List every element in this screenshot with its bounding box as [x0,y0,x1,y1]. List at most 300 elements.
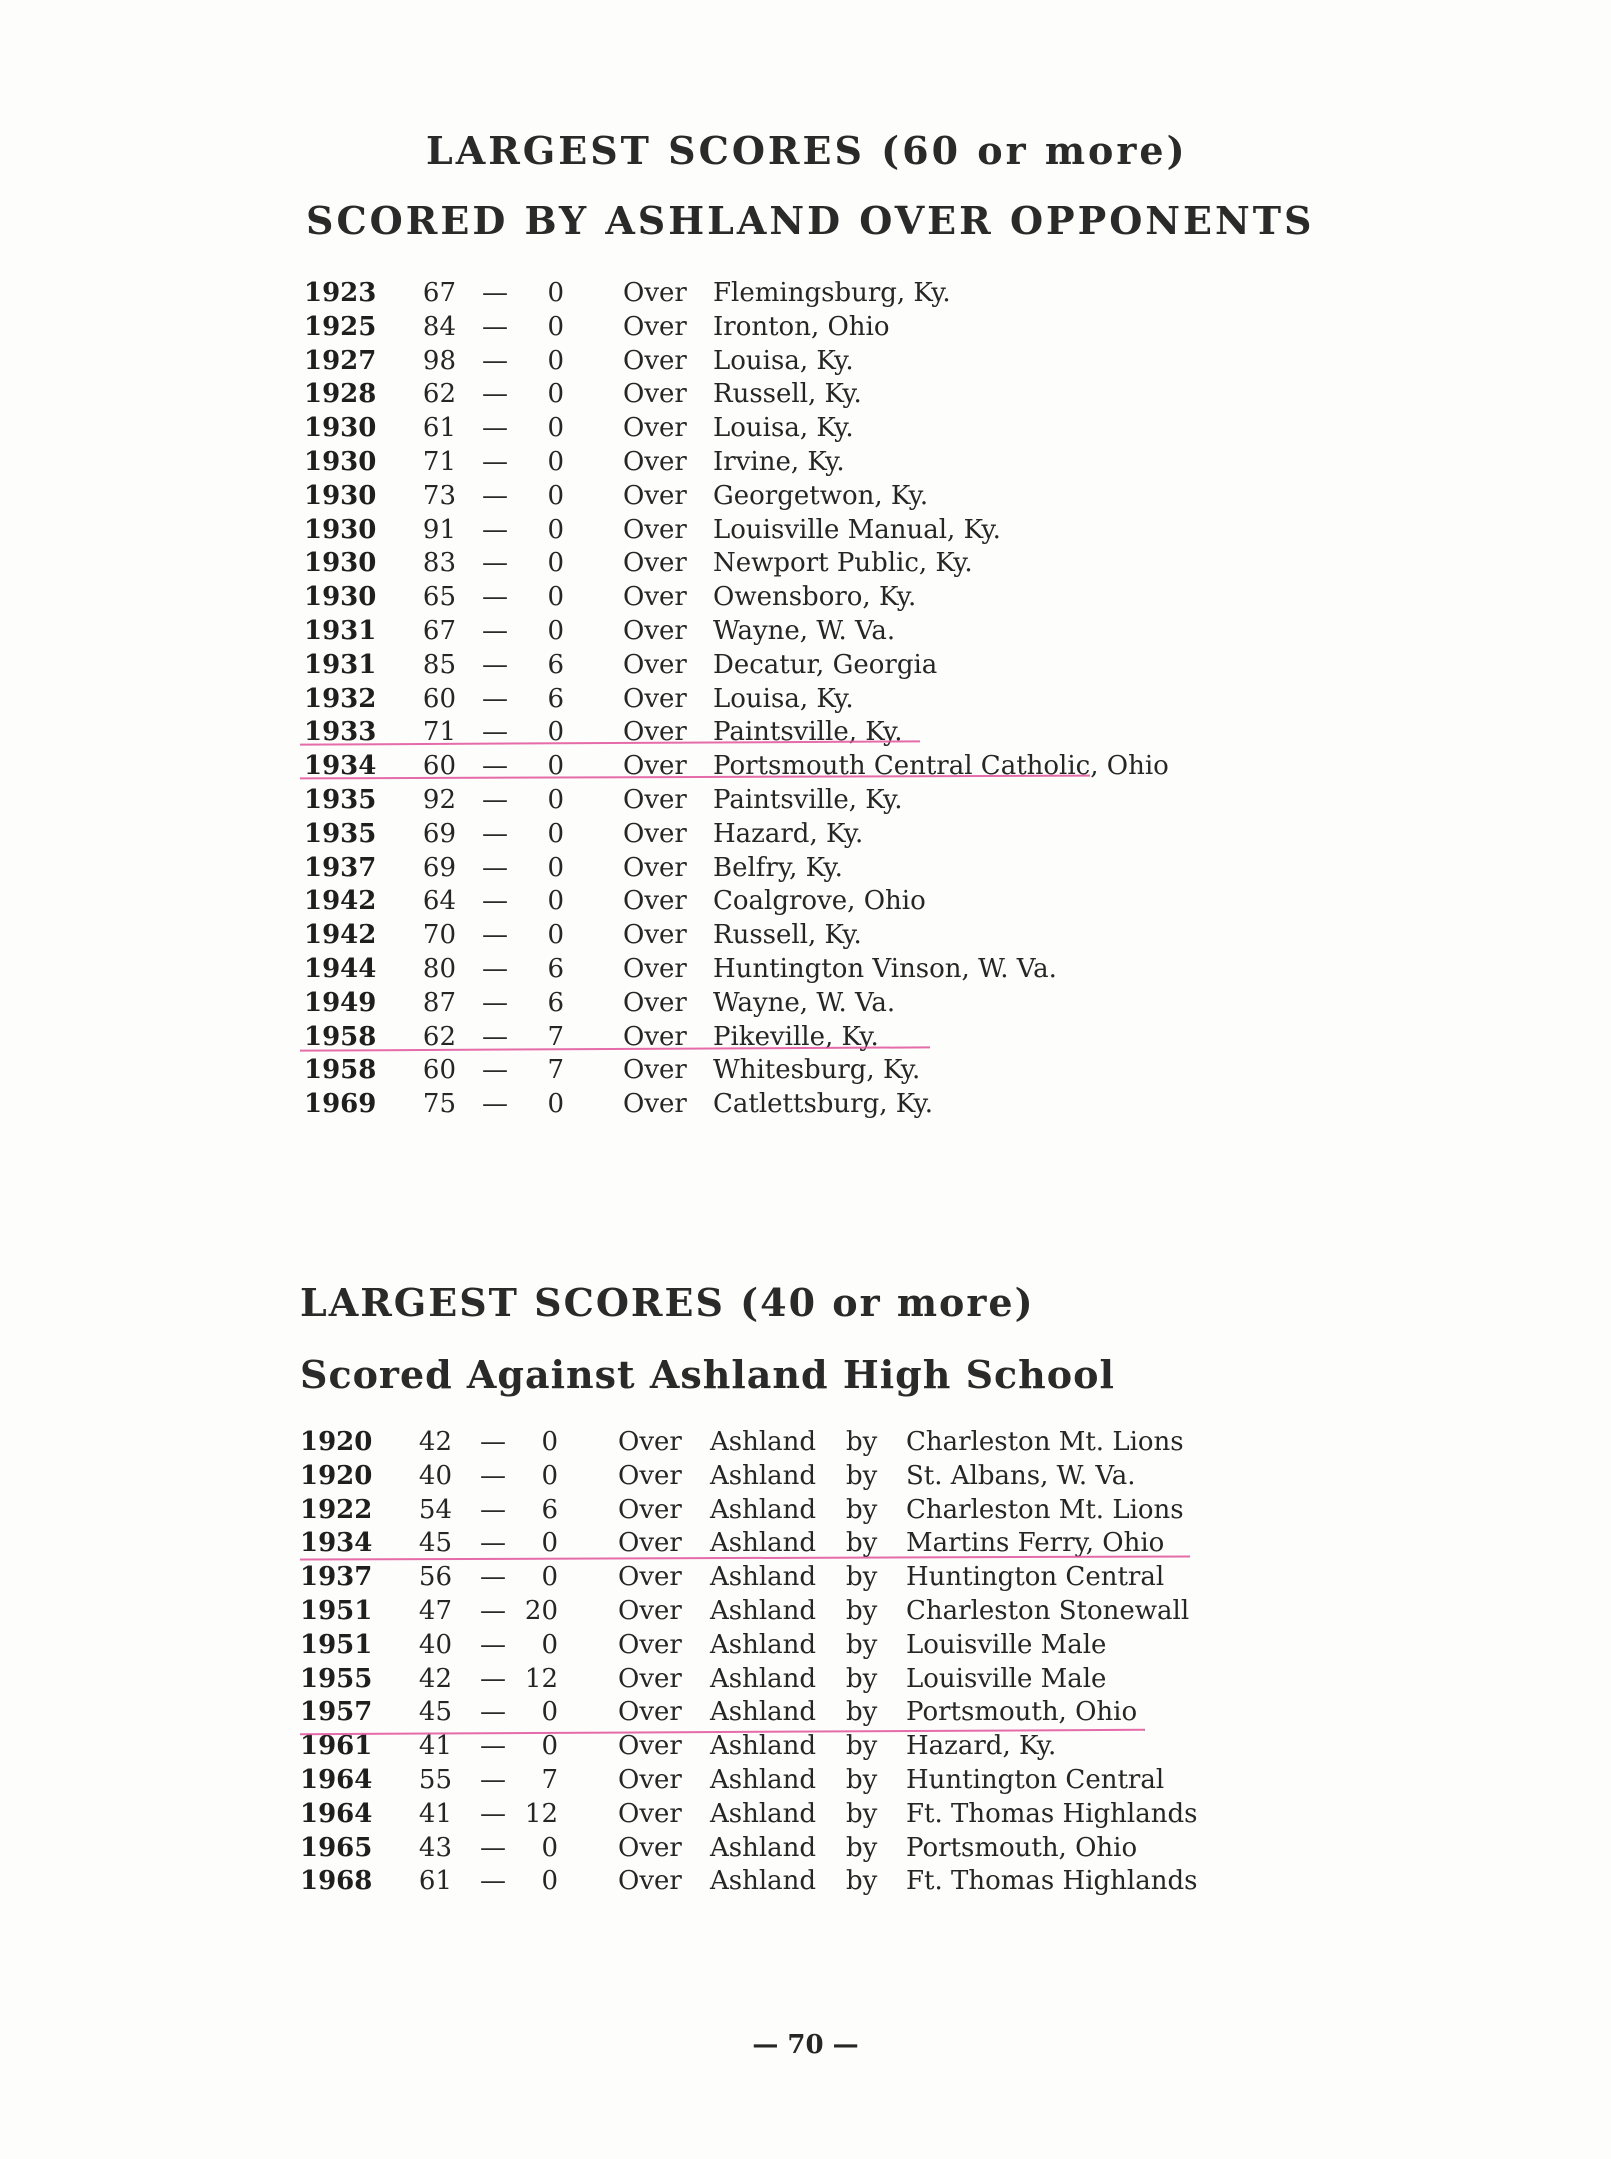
opponent-score-cell: 54 [418,1494,452,1525]
year-cell: 1949 [304,987,377,1018]
ashland-label: Ashland [710,1832,817,1863]
ashland-score-cell: 64 [422,886,456,917]
section2-title-line1: LARGEST SCORES (40 or more) [300,1280,1035,1325]
year-cell: 1951 [300,1629,373,1660]
table-row [0,649,1611,683]
table-row [0,1460,1611,1494]
score-dash: — [482,1055,508,1086]
table-row [0,953,1611,987]
scores-against-ashland-table [0,1426,1611,1899]
ashland-score-cell: 87 [422,987,456,1018]
year-cell: 1925 [304,311,377,342]
score-dash: — [482,953,508,984]
opponent-score-cell: 0 [547,1089,564,1120]
opponent-team-cell: Huntington Central [906,1764,1165,1795]
table-row [0,750,1611,784]
score-dash: — [480,1866,506,1897]
opponent-score-cell: 0 [547,818,564,849]
opponent-score-cell: 0 [547,480,564,511]
opponent-team-cell: Charleston Mt. Lions [906,1494,1184,1525]
opponent-score-cell: 0 [547,446,564,477]
by-label: by [846,1731,878,1762]
score-dash: — [482,852,508,883]
year-cell: 1930 [304,480,377,511]
page-number: — 70 — [752,2030,859,2060]
opponent-team-cell: Portsmouth, Ohio [906,1697,1138,1728]
table-row [0,581,1611,615]
opponent-score-cell: 41 [418,1798,452,1829]
ashland-label: Ashland [710,1562,817,1593]
ashland-label: Ashland [710,1494,817,1525]
year-cell: 1930 [304,514,377,545]
score-dash: — [482,345,508,376]
ashland-label: Ashland [710,1697,817,1728]
table-row [0,784,1611,818]
ashland-score-cell: 71 [422,446,456,477]
opponent-team-cell: Pikeville, Ky. [713,1021,879,1052]
ashland-score-cell: 6 [541,1494,558,1525]
year-cell: 1969 [304,1089,377,1120]
ashland-score-cell: 60 [422,751,456,782]
ashland-score-cell: 65 [422,582,456,613]
by-label: by [846,1832,878,1863]
opponent-team-cell: Owensboro, Ky. [713,582,917,613]
ashland-label: Ashland [710,1764,817,1795]
over-label: Over [623,649,687,680]
table-row [0,1527,1611,1561]
ashland-score-cell: 67 [422,278,456,308]
ashland-score-cell: 62 [422,1021,456,1052]
section1-title-line1: LARGEST SCORES (60 or more) [426,128,1188,173]
over-label: Over [623,818,687,849]
over-label: Over [623,953,687,984]
ashland-score-cell: 20 [524,1595,558,1626]
table-row [0,818,1611,852]
over-label: Over [623,1021,687,1052]
table-row [0,378,1611,412]
table-row [0,987,1611,1021]
table-row [0,852,1611,886]
score-dash: — [482,751,508,782]
year-cell: 1942 [304,920,377,951]
opponent-team-cell: Louisville Male [906,1663,1107,1694]
table-row [0,683,1611,717]
score-dash: — [480,1494,506,1525]
opponent-team-cell: Paintsville, Ky. [713,717,903,748]
opponent-team-cell: Decatur, Georgia [713,649,938,680]
opponent-score-cell: 45 [418,1697,452,1728]
ashland-score-cell: 73 [422,480,456,511]
opponent-score-cell: 55 [418,1764,452,1795]
year-cell: 1964 [300,1798,373,1829]
year-cell: 1957 [300,1697,373,1728]
ashland-score-cell: 91 [422,514,456,545]
opponent-team-cell: Louisa, Ky. [713,683,854,714]
opponent-team-cell: Georgetwon, Ky. [713,480,929,511]
table-row [0,885,1611,919]
ashland-label: Ashland [710,1731,817,1762]
over-label: Over [623,751,687,782]
table-row [0,446,1611,480]
ashland-score-cell: 61 [422,413,456,444]
year-cell: 1961 [300,1731,373,1762]
score-dash: — [480,1798,506,1829]
ashland-label: Ashland [710,1528,817,1559]
opponent-team-cell: Louisa, Ky. [713,345,854,376]
opponent-team-cell: Russell, Ky. [713,379,862,410]
opponent-team-cell: Belfry, Ky. [713,852,843,883]
table-row [0,1832,1611,1866]
score-dash: — [482,920,508,951]
score-dash: — [480,1832,506,1863]
year-cell: 1930 [304,413,377,444]
by-label: by [846,1663,878,1694]
ashland-score-cell: 98 [422,345,456,376]
opponent-team-cell: Whitesburg, Ky. [713,1055,921,1086]
opponent-score-cell: 7 [547,1055,564,1086]
over-label: Over [618,1427,682,1457]
ashland-score-cell: 7 [541,1764,558,1795]
opponent-team-cell: Ft. Thomas Highlands [906,1866,1198,1897]
opponent-score-cell: 40 [418,1460,452,1491]
table-row [0,1798,1611,1832]
table-row [0,919,1611,953]
opponent-team-cell: Hazard, Ky. [906,1731,1057,1762]
opponent-score-cell: 0 [547,379,564,410]
ashland-score-cell: 0 [541,1528,558,1559]
ashland-score-cell: 84 [422,311,456,342]
year-cell: 1931 [304,615,377,646]
over-label: Over [623,717,687,748]
score-dash: — [482,413,508,444]
opponent-score-cell: 6 [547,649,564,680]
year-cell: 1934 [300,1528,373,1559]
year-cell: 1927 [304,345,377,376]
opponent-score-cell: 0 [547,751,564,782]
opponent-score-cell: 0 [547,514,564,545]
score-dash: — [482,886,508,917]
opponent-team-cell: Louisville Male [906,1629,1107,1660]
opponent-team-cell: Wayne, W. Va. [713,615,896,646]
ashland-label: Ashland [710,1427,817,1457]
score-dash: — [480,1427,506,1457]
by-label: by [846,1528,878,1559]
table-row [0,716,1611,750]
table-row [0,412,1611,446]
table-row [0,1561,1611,1595]
over-label: Over [623,852,687,883]
table-row [0,1696,1611,1730]
score-dash: — [480,1460,506,1491]
ashland-score-cell: 12 [524,1663,558,1694]
opponent-team-cell: Portsmouth Central Catholic, Ohio [713,751,1169,782]
by-label: by [846,1697,878,1728]
over-label: Over [618,1629,682,1660]
year-cell: 1942 [304,886,377,917]
year-cell: 1922 [300,1494,373,1525]
ashland-label: Ashland [710,1663,817,1694]
opponent-score-cell: 6 [547,953,564,984]
year-cell: 1932 [304,683,377,714]
ashland-score-cell: 75 [422,1089,456,1120]
by-label: by [846,1427,878,1457]
opponent-score-cell: 42 [418,1663,452,1694]
table-row [0,480,1611,514]
section2-title-line2: Scored Against Ashland High School [300,1352,1115,1397]
over-label: Over [623,379,687,410]
opponent-score-cell: 41 [418,1731,452,1762]
year-cell: 1944 [304,953,377,984]
opponent-team-cell: Newport Public, Ky. [713,548,973,579]
ashland-score-cell: 69 [422,818,456,849]
opponent-team-cell: Charleston Mt. Lions [906,1427,1184,1457]
opponent-score-cell: 0 [547,548,564,579]
year-cell: 1930 [304,582,377,613]
score-dash: — [482,1021,508,1052]
over-label: Over [623,683,687,714]
ashland-score-cell: 0 [541,1697,558,1728]
score-dash: — [482,514,508,545]
score-dash: — [482,987,508,1018]
over-label: Over [623,615,687,646]
opponent-score-cell: 0 [547,852,564,883]
score-dash: — [480,1629,506,1660]
ashland-score-cell: 0 [541,1427,558,1457]
score-dash: — [480,1731,506,1762]
table-row [0,1764,1611,1798]
score-dash: — [482,582,508,613]
opponent-score-cell: 0 [547,784,564,815]
by-label: by [846,1798,878,1829]
table-row [0,1865,1611,1899]
over-label: Over [623,345,687,376]
ashland-score-cell: 0 [541,1832,558,1863]
opponent-team-cell: Ft. Thomas Highlands [906,1798,1198,1829]
table-row [0,1054,1611,1088]
ashland-score-cell: 0 [541,1562,558,1593]
ashland-label: Ashland [710,1866,817,1897]
year-cell: 1955 [300,1663,373,1694]
scores-by-ashland-table [0,277,1611,1122]
opponent-team-cell: Wayne, W. Va. [713,987,896,1018]
opponent-score-cell: 0 [547,311,564,342]
over-label: Over [618,1866,682,1897]
score-dash: — [482,683,508,714]
opponent-team-cell: St. Albans, W. Va. [906,1460,1136,1491]
score-dash: — [480,1764,506,1795]
over-label: Over [623,278,687,308]
section1-title-line2: SCORED BY ASHLAND OVER OPPONENTS [306,198,1315,243]
ashland-score-cell: 67 [422,615,456,646]
year-cell: 1958 [304,1021,377,1052]
ashland-score-cell: 70 [422,920,456,951]
table-row [0,1629,1611,1663]
year-cell: 1920 [300,1460,373,1491]
over-label: Over [618,1798,682,1829]
opponent-team-cell: Catlettsburg, Ky. [713,1089,934,1120]
score-dash: — [482,717,508,748]
over-label: Over [618,1494,682,1525]
score-dash: — [482,278,508,308]
ashland-score-cell: 62 [422,379,456,410]
opponent-team-cell: Louisville Manual, Ky. [713,514,1001,545]
table-row [0,1426,1611,1460]
year-cell: 1951 [300,1595,373,1626]
opponent-team-cell: Coalgrove, Ohio [713,886,926,917]
over-label: Over [618,1595,682,1626]
table-row [0,311,1611,345]
year-cell: 1931 [304,649,377,680]
over-label: Over [623,480,687,511]
opponent-score-cell: 0 [547,582,564,613]
opponent-score-cell: 0 [547,413,564,444]
ashland-score-cell: 0 [541,1629,558,1660]
ashland-score-cell: 0 [541,1731,558,1762]
ashland-score-cell: 60 [422,1055,456,1086]
opponent-score-cell: 6 [547,987,564,1018]
table-row [0,1663,1611,1697]
score-dash: — [482,446,508,477]
ashland-label: Ashland [710,1798,817,1829]
year-cell: 1935 [304,818,377,849]
year-cell: 1968 [300,1866,373,1897]
over-label: Over [623,548,687,579]
table-row [0,1595,1611,1629]
year-cell: 1934 [304,751,377,782]
year-cell: 1933 [304,717,377,748]
opponent-score-cell: 42 [418,1427,452,1457]
opponent-team-cell: Louisa, Ky. [713,413,854,444]
over-label: Over [623,987,687,1018]
score-dash: — [480,1595,506,1626]
over-label: Over [623,413,687,444]
over-label: Over [618,1528,682,1559]
score-dash: — [482,311,508,342]
year-cell: 1930 [304,446,377,477]
opponent-score-cell: 0 [547,920,564,951]
table-row [0,1088,1611,1122]
opponent-score-cell: 0 [547,345,564,376]
over-label: Over [618,1562,682,1593]
over-label: Over [618,1460,682,1491]
opponent-score-cell: 45 [418,1528,452,1559]
over-label: Over [623,582,687,613]
table-row [0,514,1611,548]
opponent-team-cell: Russell, Ky. [713,920,862,951]
opponent-score-cell: 61 [418,1866,452,1897]
score-dash: — [480,1663,506,1694]
over-label: Over [623,311,687,342]
opponent-team-cell: Huntington Vinson, W. Va. [713,953,1057,984]
ashland-score-cell: 71 [422,717,456,748]
by-label: by [846,1629,878,1660]
score-dash: — [482,649,508,680]
ashland-score-cell: 80 [422,953,456,984]
opponent-score-cell: 40 [418,1629,452,1660]
table-row [0,1494,1611,1528]
opponent-team-cell: Portsmouth, Ohio [906,1832,1138,1863]
ashland-score-cell: 0 [541,1460,558,1491]
ashland-score-cell: 69 [422,852,456,883]
year-cell: 1930 [304,548,377,579]
opponent-team-cell: Ironton, Ohio [713,311,890,342]
table-row [0,1730,1611,1764]
year-cell: 1923 [304,278,377,308]
over-label: Over [623,920,687,951]
by-label: by [846,1595,878,1626]
table-row [0,345,1611,379]
score-dash: — [482,784,508,815]
ashland-score-cell: 85 [422,649,456,680]
year-cell: 1958 [304,1055,377,1086]
opponent-team-cell: Charleston Stonewall [906,1595,1190,1626]
over-label: Over [618,1764,682,1795]
opponent-team-cell: Martins Ferry, Ohio [906,1528,1165,1559]
over-label: Over [623,446,687,477]
opponent-team-cell: Huntington Central [906,1562,1165,1593]
opponent-team-cell: Flemingsburg, Ky. [713,278,951,308]
opponent-score-cell: 56 [418,1562,452,1593]
ashland-label: Ashland [710,1460,817,1491]
ashland-label: Ashland [710,1629,817,1660]
by-label: by [846,1764,878,1795]
ashland-score-cell: 12 [524,1798,558,1829]
over-label: Over [623,1055,687,1086]
ashland-score-cell: 92 [422,784,456,815]
ashland-score-cell: 60 [422,683,456,714]
year-cell: 1964 [300,1764,373,1795]
over-label: Over [623,514,687,545]
opponent-score-cell: 47 [418,1595,452,1626]
by-label: by [846,1494,878,1525]
score-dash: — [482,480,508,511]
ashland-score-cell: 83 [422,548,456,579]
over-label: Over [618,1697,682,1728]
over-label: Over [618,1663,682,1694]
ashland-label: Ashland [710,1595,817,1626]
table-row [0,547,1611,581]
by-label: by [846,1866,878,1897]
over-label: Over [623,886,687,917]
by-label: by [846,1562,878,1593]
score-dash: — [480,1562,506,1593]
opponent-score-cell: 0 [547,717,564,748]
opponent-team-cell: Irvine, Ky. [713,446,845,477]
opponent-score-cell: 0 [547,886,564,917]
score-dash: — [480,1528,506,1559]
score-dash: — [482,379,508,410]
over-label: Over [618,1832,682,1863]
year-cell: 1937 [300,1562,373,1593]
opponent-score-cell: 0 [547,615,564,646]
year-cell: 1965 [300,1832,373,1863]
over-label: Over [618,1731,682,1762]
opponent-team-cell: Hazard, Ky. [713,818,864,849]
score-dash: — [480,1697,506,1728]
table-row [0,1021,1611,1055]
year-cell: 1928 [304,379,377,410]
over-label: Over [623,1089,687,1120]
score-dash: — [482,1089,508,1120]
score-dash: — [482,615,508,646]
opponent-score-cell: 0 [547,278,564,308]
score-dash: — [482,818,508,849]
opponent-score-cell: 6 [547,683,564,714]
table-row [0,615,1611,649]
year-cell: 1920 [300,1427,373,1457]
opponent-score-cell: 43 [418,1832,452,1863]
ashland-score-cell: 0 [541,1866,558,1897]
